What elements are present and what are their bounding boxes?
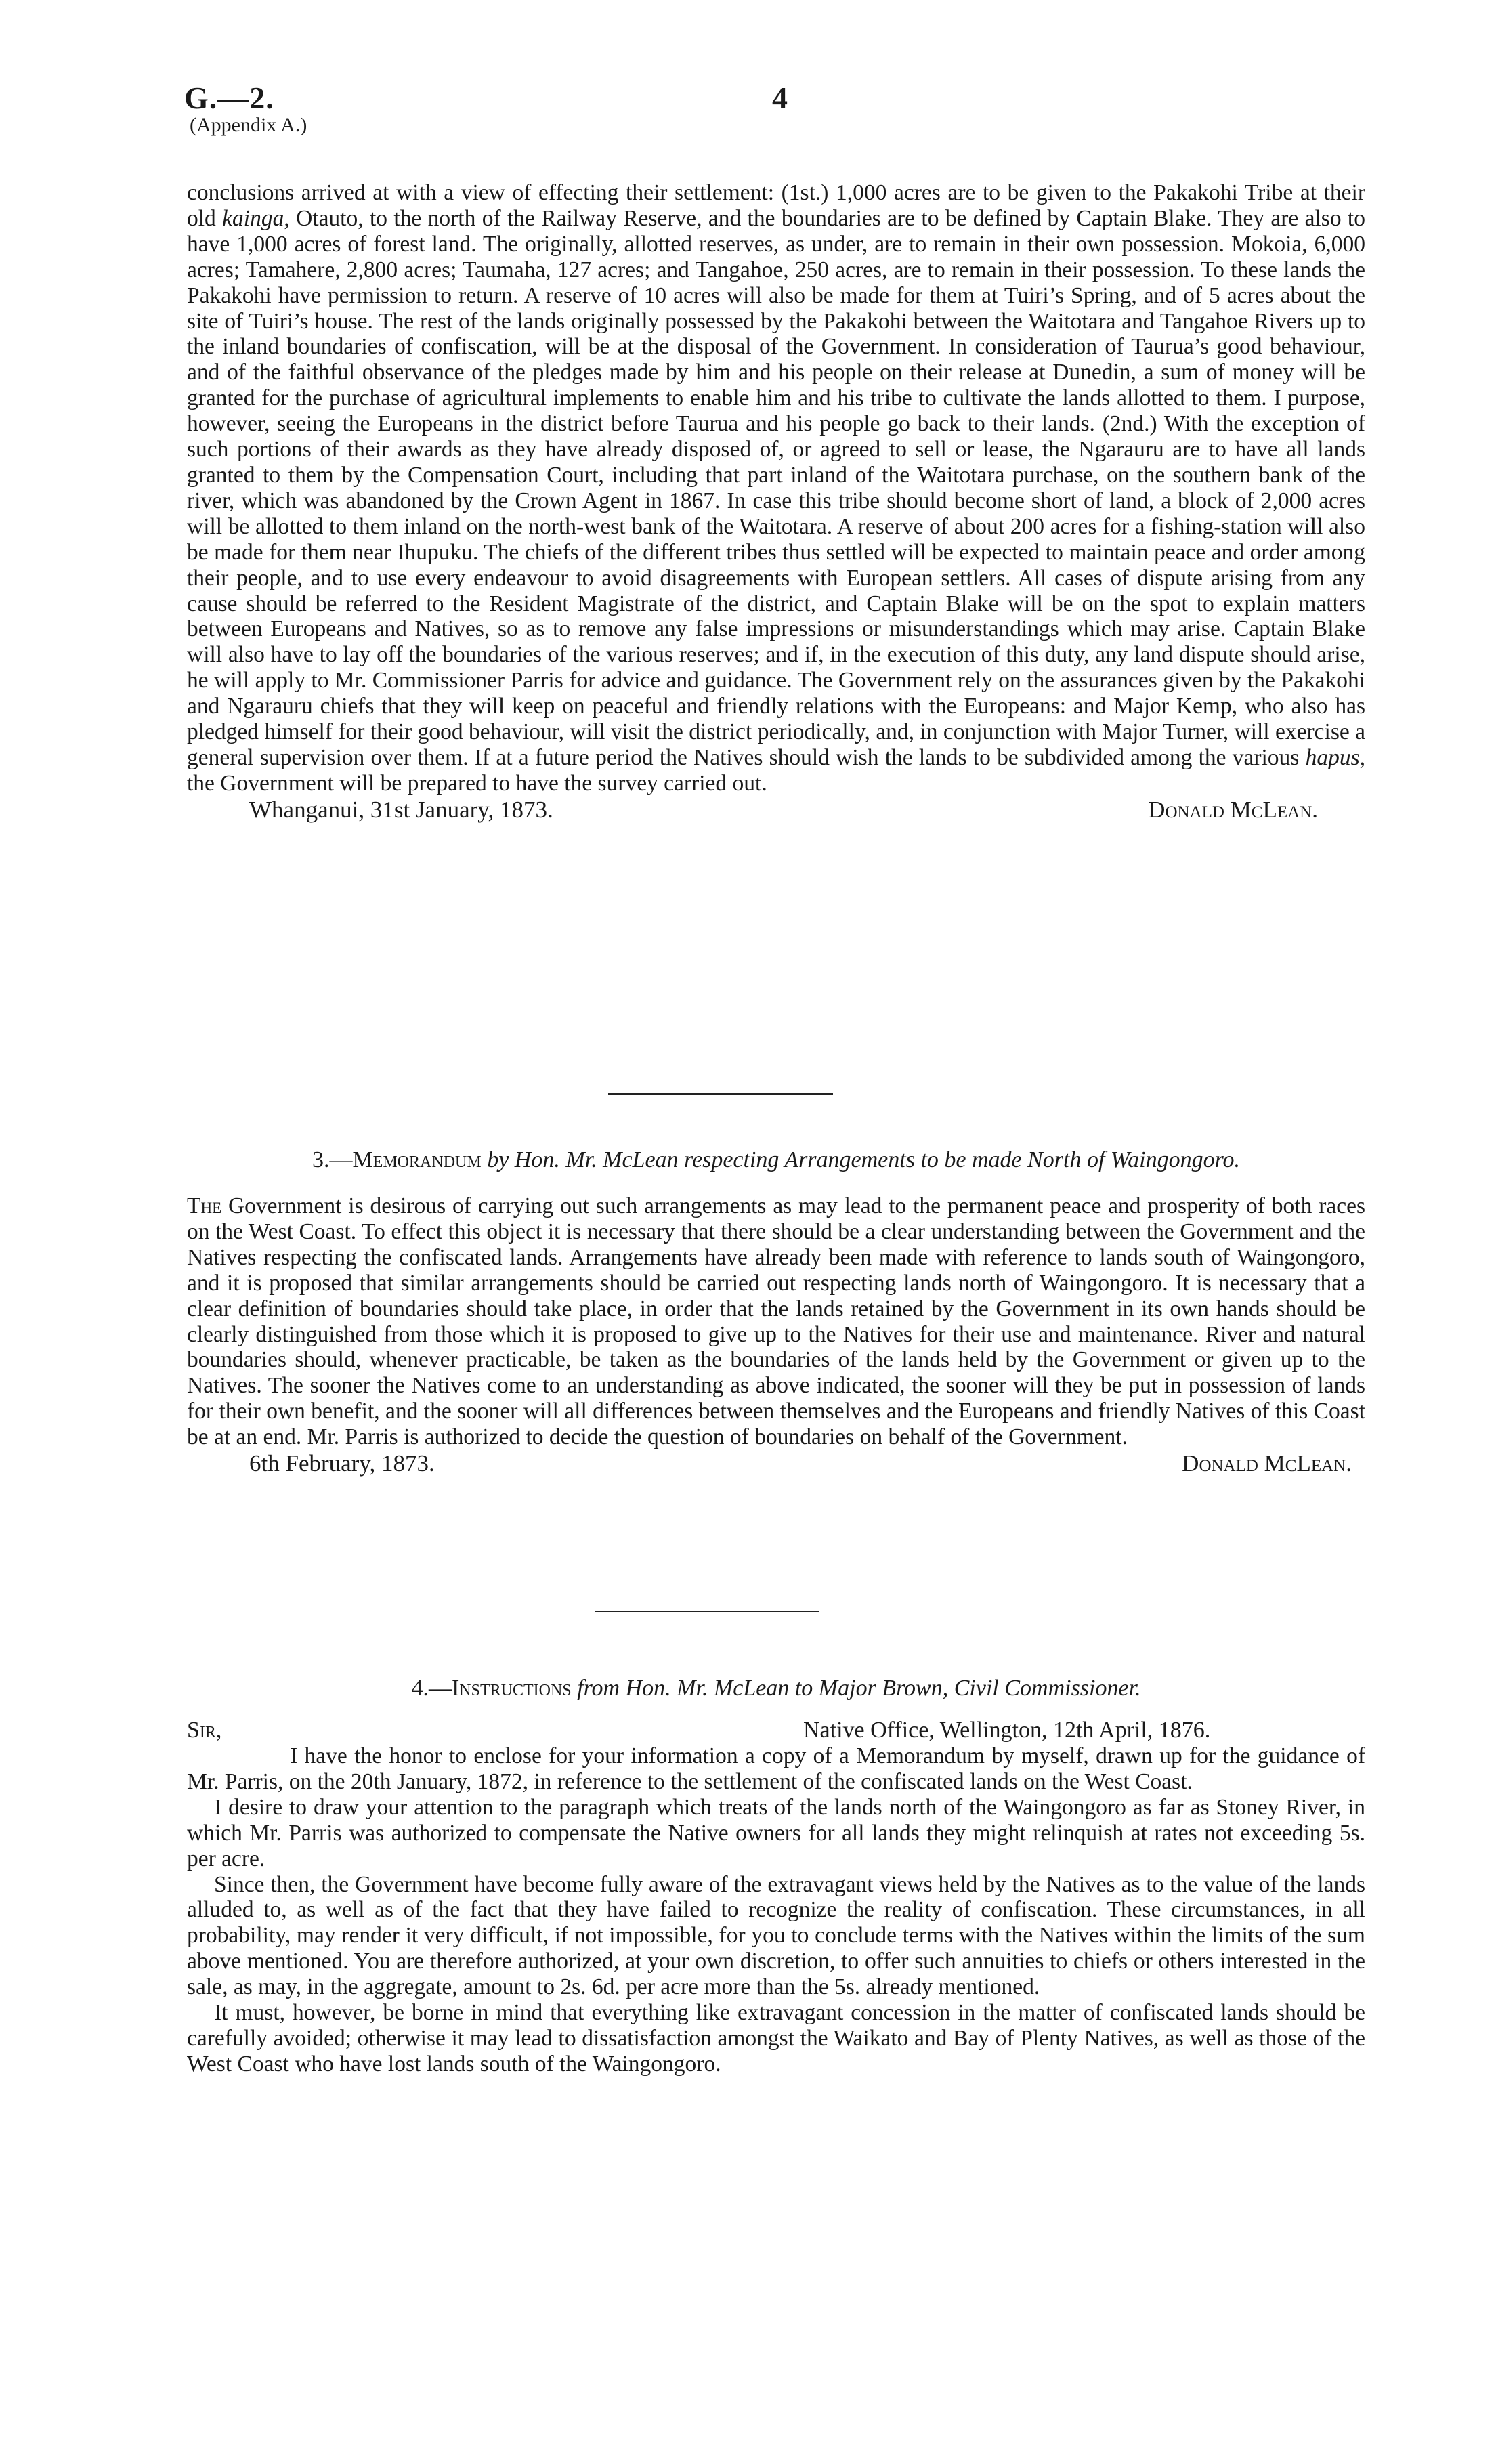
section-1-date: Whanganui, 31st January, 1873. bbox=[249, 796, 553, 823]
section-1-signature-line bbox=[187, 796, 1365, 824]
section-1-continuation bbox=[187, 180, 1365, 824]
section-1-term-kainga: kainga bbox=[222, 205, 284, 231]
divider-2 bbox=[595, 1611, 819, 1612]
section-3-signature-line bbox=[187, 1450, 1365, 1477]
section-1-text-c: , the Government will be prepared to have the survey carried out. bbox=[187, 744, 1365, 796]
section-3-date: 6th February, 1873. bbox=[249, 1450, 435, 1477]
section-3-heading-title: by Hon. Mr. McLean respecting Arrangements to be made North of Waingongoro. bbox=[481, 1147, 1241, 1172]
letter-address: Native Office, Wellington, 12th April, 1876. bbox=[803, 1718, 1211, 1743]
section-1-paragraph bbox=[187, 180, 1365, 796]
letter-paragraph: Since then, the Government have become fully aware of the extravagant views held by the Natives as to the value of the lands alluded to, as well as of the fact that they have failed to recognize the reality of confiscation. These circumstances, in all probability, may render it very difficult, if not impossible, for you to conclude terms with the Natives within the limits of the sum above mentioned. You are therefore authorized, at your own discretion, to offer such annuities to chiefs or others interested in the sale, as may, in the aggregate, amount to 2s. 6d. per acre more than the 5s. already mentioned. bbox=[187, 1871, 1365, 2000]
divider-1 bbox=[608, 1093, 833, 1095]
section-3-paragraph bbox=[187, 1193, 1365, 1450]
section-3-heading bbox=[187, 1147, 1365, 1173]
section-1-signature: Donald McLean. bbox=[1148, 796, 1318, 823]
section-1-text-a: conclusions arrived at with a view of effecting their settlement: (1st.) 1,000 acres are to be given to the Pakakohi Tribe at their old bbox=[187, 180, 1365, 231]
section-4-heading-title: from Hon. Mr. McLean to Major Brown, Civil Commissioner. bbox=[571, 1676, 1141, 1701]
letter-salutation: Sir, bbox=[187, 1718, 222, 1743]
letter-paragraph: It must, however, be borne in mind that everything like extravagant concession in the matter of confiscated lands should be carefully avoided; otherwise it may lead to dissatisfaction amongst the Waikato and Bay of Plenty Natives, as well as those of the West Coast who have lost lands south of the Waingongoro. bbox=[187, 2000, 1365, 2077]
section-3-first-word: The bbox=[187, 1193, 222, 1218]
section-1-text-b: , Otauto, to the north of the Railway Reserve, and the boundaries are to be defined by Captain Blake. They are also to have 1,000 acres of forest land. The originally, allotted reserves, as under, are to remain in their own possession. Mokoia, 6,000 acres; Tamahere, 2,800 acres; Taumaha, 127 acres; and Tangahoe, 250 acres, are to remain in their possession. To these lands the Pakakohi have permission to return. A reserve of 10 acres will also be made for them at Tuiri’s Spring, and of 5 acres about the site of Tuiri’s house. The rest of the lands originally possessed by the Pakakohi between the Waitotara and Tangahoe Rivers up to the inland boundaries of confiscation, will be at the disposal of the Government. In consideration of Taurua’s good behaviour, and of the faithful observance of the pledges made by him and his people on their release at Dunedin, a sum of money will be granted for the purchase of agricultural implements to enable him and his tribe to cultivate the lands allotted to them. I purpose, however, seeing the Europeans in the district before Taurua and his people go back to their lands. (2nd.) With the exception of such portions of their awards as they have already disposed of, or agreed to sell or lease, the Ngarauru are to have all lands granted to them by the Compensation Court, including that part inland of the Waitotara purchase, on the southern bank of the river, which was abandoned by the Crown Agent in 1867. In case this tribe should become short of land, a block of 2,000 acres will be allotted to them inland on the north-west bank of the Waitotara. A reserve of about 200 acres for a fishing-station will also be made for them near Ihupuku. The chiefs of the different tribes thus settled will be expected to maintain peace and order among their people, and to use every endeavour to avoid disagreements with European settlers. All cases of dispute arising from any cause should be referred to the Resident Magistrate of the district, and Captain Blake will be on the spot to explain matters between Europeans and Natives, so as to remove any false impressions or misunderstandings which may arise. Captain Blake will also have to lay off the boundaries of the various reserves; and if, in the execution of this duty, any land dispute should arise, he will apply to Mr. Commissioner Parris for advice and guidance. The Government rely on the assurances given by the Pakakohi and Ngarauru chiefs that they will keep on peaceful and friendly relations with the Europeans: and Major Kemp, who also has pledged himself for their good behaviour, will visit the district periodically, and, in conjunction with Major Turner, will exercise a general supervision over them. If at a future period the Natives should wish the lands to be subdivided among the various bbox=[187, 205, 1365, 770]
document-code: G.—2. bbox=[184, 81, 274, 115]
section-4-heading bbox=[187, 1676, 1365, 1701]
section-4-heading-lead: 4.—Instructions bbox=[411, 1676, 572, 1701]
section-4-body bbox=[187, 1743, 1365, 2077]
section-3-heading-lead: 3.—Memorandum bbox=[312, 1147, 482, 1172]
section-1-term-hapus: hapus bbox=[1305, 744, 1360, 770]
section-3-body bbox=[187, 1193, 1365, 1477]
letter-paragraph: I have the honor to enclose for your information a copy of a Memorandum by myself, drawn up for the guidance of Mr. Parris, on the 20th January, 1872, in reference to the settlement of the confiscated lands on the West Coast. bbox=[187, 1743, 1365, 1794]
section-3-text: Government is desirous of carrying out such arrangements as may lead to the permanent peace and prosperity of both races on the West Coast. To effect this object it is necessary that there should be a clear understanding between the Government and the Natives respecting the confiscated lands. Arrangements have already been made with reference to lands south of Waingongoro, and it is proposed that similar arrangements should be carried out respecting lands north of Waingongoro. It is necessary that a clear definition of boundaries should take place, in order that the lands retained by the Government in its own hands should be clearly distinguished from those which it is proposed to give up to the Natives for their use and maintenance. River and natural boundaries should, whenever practicable, be taken as the boundaries of the lands held by the Government or given up to the Natives. The sooner the Natives come to an understanding as above indicated, the sooner will they be put in possession of lands for their own benefit, and the sooner will all differences between themselves and the Europeans and friendly Natives of this Coast be at an end. Mr. Parris is authorized to decide the question of boundaries on behalf of the Government. bbox=[187, 1193, 1365, 1450]
letter-paragraph: I desire to draw your attention to the paragraph which treats of the lands north of the Waingongoro as far as Stoney River, in which Mr. Parris was authorized to compensate the Native owners for all lands they might relinquish at rates not exceeding 5s. per acre. bbox=[187, 1794, 1365, 1871]
section-3-signature: Donald McLean. bbox=[1182, 1450, 1352, 1477]
page-number: 4 bbox=[772, 81, 788, 115]
appendix-label: (Appendix A.) bbox=[190, 114, 307, 136]
